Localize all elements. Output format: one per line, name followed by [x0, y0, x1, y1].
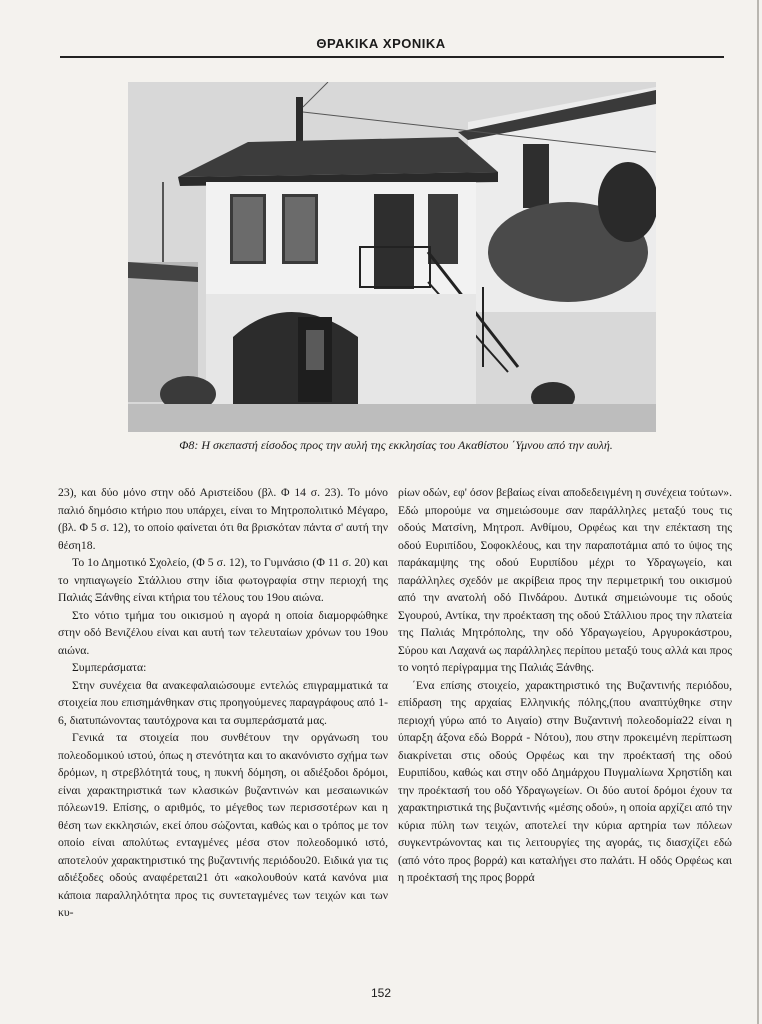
running-header: ΘΡΑΚΙΚΑ ΧΡΟΝΙΚΑ [316, 36, 446, 51]
paragraph: Γενικά τα στοιχεία που συνθέτουν την οργάνωση του πολεοδομικού ιστού, όπως η στενότητα και το ακανόνιστο σχήμα των δρόμων, η στρεβλότητά τους, η πυκνή δόμηση, οι αδιέξοδοι δρόμοι, είναι χαρακτηριστικά των κλασικών βυζαντινών και μεσαιωνικών πόλεων19. Επίσης, ο αριθμός, το μέγεθος των περισσοτέρων και η θέση των εκκλησιών, εκεί όπου σώζονται, καθώς και ο τρόπος με τον οποίο είναι απολύτως ενταγμένες μέσα στον πολεοδομικό ιστό, αποτελούν χαρακτηριστικό της βυζαντινής περιόδου20. Ειδικά για τις αδιέξοδες οδούς αναφέρεται21 ότι «ακολουθούν κατά κανόνα μια κάποια παραλληλότητα προς τις συντεταγμένες των τειχών και των κυ- [58, 731, 388, 919]
header-rule [60, 56, 724, 58]
page-edge [757, 0, 759, 1024]
paragraph: Το 1ο Δημοτικό Σχολείο, (Φ 5 σ. 12), το Γυμνάσιο (Φ 11 σ. 20) και το νηπιαγωγείο Στάλλιου στην ίδια φωτογραφία στην περιοχή της Παλιάς Ξάνθης είναι κτήρια του τέλους του 19ου αιώνα. [58, 556, 388, 604]
paragraph: Στο νότιο τμήμα του οικισμού η αγορά η οποία διαμορφώθηκε στην οδό Βενιζέλου είναι και αυτή των τελευταίων χρόνων του 19ου αιώνα. [58, 608, 388, 657]
section-heading: Συμπεράσματα: [72, 661, 147, 674]
page-number: 152 [370, 986, 392, 1000]
figure-photo [128, 82, 656, 432]
left-column [58, 484, 388, 922]
paragraph: ΄Ενα επίσης στοιχείο, χαρακτηριστικό της Βυζαντινής περιόδου, επίδραση της αρχαίας Ελληνικής πόλης,(που αναπτύχθηκε στην περιοχή γύρω από το Αιγαίο) στην Βυζαντινή πολεοδομία22 είναι η ύπαρξη άξονα εδώ Βορρά - Νότου), που στην προκειμένη περίπτωση διακρίνεται στις οδούς Ορφέως και την προέκτασή της οδού Ευριπίδου, καθώς και στην οδό Δημάρχου Πυγμαλίωνα Χρηστίδη και την προέκτασή του οδό Υδραγωγείων. Οι δύο αυτοί δρόμοι έχουν τα χαρακτηριστικά της βυζαντινής «μέσης οδού», η οποία αρχίζει από την κύρια πύλη των τειχών, αποτελεί την κύρια αρτηρία των πόλεων συγκεντρώνοντας και τις λειτουργίες της αγοράς, τις διασχίζει εδώ (από νότο προς βορρά) και καταλήγει στο παλάτι. Η οδός Ορφέως και η προέκτασή της προς βορρά [398, 678, 732, 884]
right-column [398, 484, 732, 887]
paragraph: Στην συνέχεια θα ανακεφαλαιώσουμε εντελώς επιγραμματικά τα στοιχεία που επισημάνθηκαν στις προηγούμενες παραγράφους από 1-6, διατυπώνοντας ταυτόχρονα και τα συμπεράσματά μας. [58, 678, 388, 727]
paragraph: ρίων οδών, εφ' όσον βεβαίως είναι αποδεδειγμένη η συνέχεια τούτων». Εδώ μπορούμε να σημειώσουμε σαν παράλληλες μεταξύ τους τις οδούς Ματσίνη, Μητροπ. Ανθίμου, Ορφέως και την επέκταση της οδού Ευριπίδου, Σοφοκλέους, και την παραποτάμια από το ύψος της παράκαμψης της οδού Ευριπίδου μέχρι το Υδραγωγείο, και παράλληλες σχεδόν με ακρίβεια προς την περιμετρική του οικισμού από την ανατολή οδό Πινδάρου. Δυτικά σημειώνουμε τις οδούς Σγουρού, Αντίκα, την προέκταση της οδού Στάλλιου προς την πλατεία της Παλιάς Μητρόπολης, την οδό Υδραγωγείου, Αργυροκάστρου, Σύρου και Λαχανά ως παράλληλες περίπου μεταξύ τους αλλά και προς το νοητό περίγραμμα της Παλιάς Ξάνθης. [398, 486, 732, 674]
figure-caption: Φ8: Η σκεπαστή είσοδος προς την αυλή της εκκλησίας του Ακαθίστου ΄Υμνου από την αυλή. [179, 438, 613, 452]
paragraph: 23), και δύο μόνο στην οδό Αριστείδου (βλ. Φ 14 σ. 23). Το μόνο παλιό δημόσιο κτήριο που υπάρχει, είναι το Μητροπολιτικό Μέγαρο, (βλ. Φ 5 σ. 12), το οποίο φαίνεται ότι θα βρισκόταν πάντα σ' αυτή την θέση18. [58, 486, 388, 552]
